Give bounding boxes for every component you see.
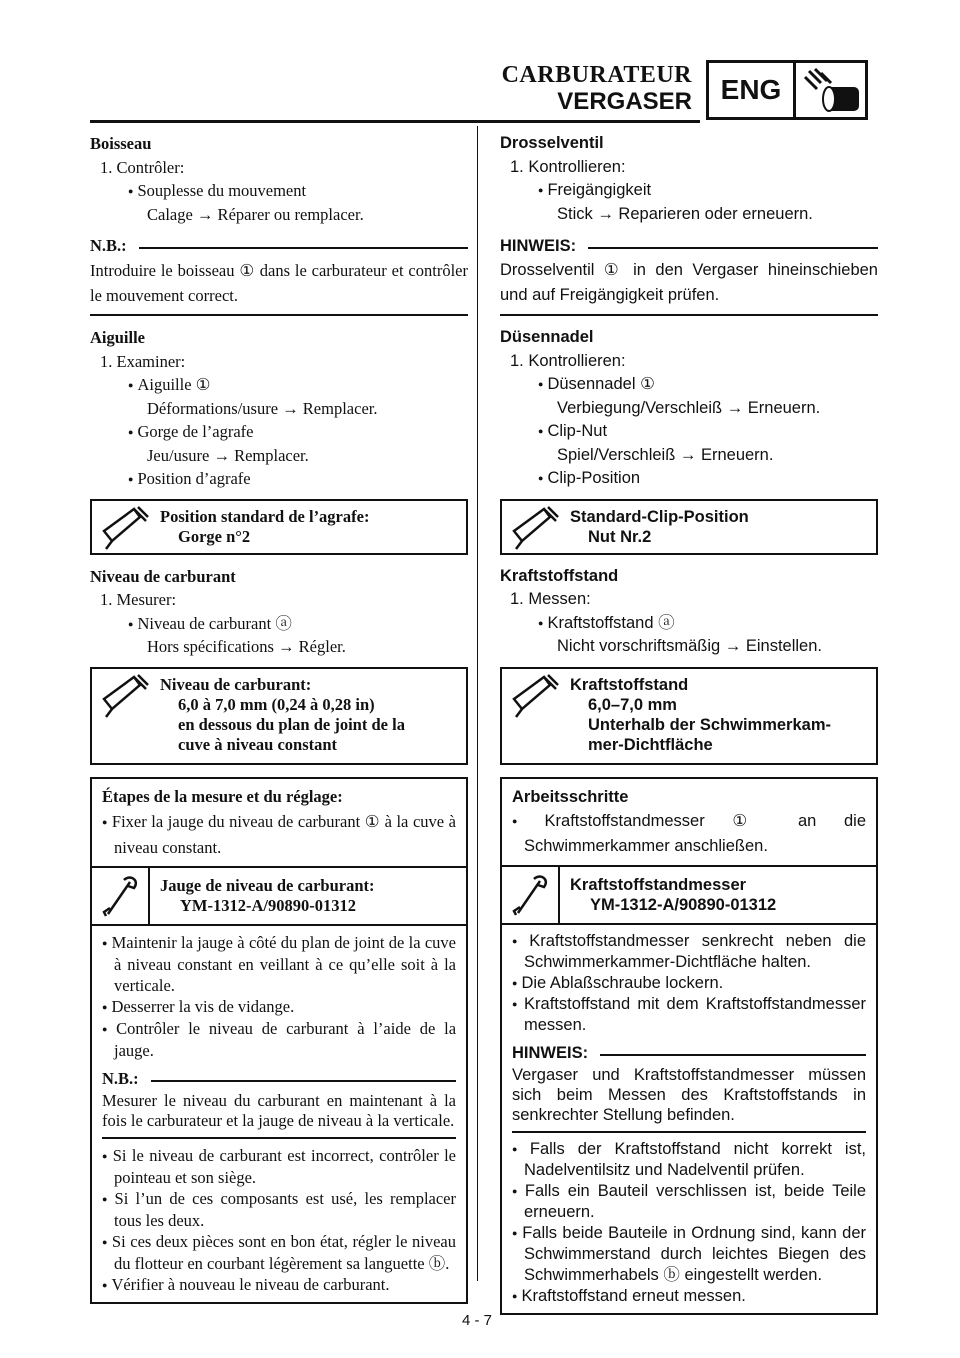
step: 1. Contrôler: [100,157,185,177]
spec-value: 6,0 à 7,0 mm (0,24 à 0,28 in) [178,694,375,714]
tool-title: Kraftstoffstandmesser [570,875,747,894]
procedure-step: ● Si l’un de ces composants est usé, les remplacer tous les deux. [102,1188,456,1231]
section-heading: Kraftstoffstand [500,566,619,585]
procedure-step: ● Desserrer la vis de vidange. [102,996,456,1018]
note-text: Mesurer le niveau du carburant en maintenant à la fois le carburateur et la jauge de niveau à la verticale. [102,1089,456,1139]
step: 1. Kontrollieren: [510,157,626,176]
spec-title: Standard-Clip-Position [570,507,749,526]
procedure-step: ● Fixer la jauge du niveau de carburant ① à la cuve à niveau constant. [102,809,456,860]
eng-badge-label: ENG [709,63,796,117]
check-item: ● Aiguille ① [90,373,468,397]
check-item: ● Clip-Nut [500,420,878,444]
procedure-step: ● Contrôler le niveau de carburant à l’aide de la jauge. [102,1018,456,1061]
procedure-heading: Étapes de la mesure et du réglage: [102,786,343,806]
check-item: ● Düsennadel ① [500,373,878,397]
note-label: HINWEIS: [500,236,577,255]
engine-icon [801,67,865,117]
tool-code: YM-1312-A/90890-01312 [180,895,356,915]
spec-value: Gorge n°2 [178,526,251,546]
header-title-de: VERGASER [557,88,692,115]
section-heading: Niveau de carburant [90,566,236,586]
check-detail: Nicht vorschriftsmäßig → Einstellen. [557,637,822,655]
header-rule [90,120,700,123]
section-heading: Aiguille [90,328,146,347]
step: 1. Mesurer: [100,590,177,609]
caliper-icon [508,673,560,721]
check-detail: Hors spécifications → Régler. [147,637,346,656]
check-detail: Déformations/usure → Remplacer. [147,398,378,418]
note-block [90,236,468,316]
spec-box-level [500,667,878,765]
note-text: Introduire le boisseau ① dans le carburateur et contrôler le mouvement correct. [90,256,468,316]
spec-value: Nut Nr.2 [588,527,652,546]
procedure-box [500,777,878,1315]
check-item: ● Kraftstoffstand ⓐ [500,612,878,636]
check-item: ● Position d’agrafe [90,467,468,491]
eng-badge [706,60,868,120]
procedure-step: ● Si le niveau de carburant est incorrect, contrôler le pointeau et son siège. [102,1145,456,1188]
column-divider [477,126,478,1281]
note-block [512,1044,866,1133]
section-heading: Düsennadel [500,328,594,346]
procedure-step: ● Kraftstoffstandmesser ① an die Schwimmerkammer anschließen. [512,809,866,859]
note-label: N.B.: [90,236,127,255]
page-number: 4 - 7 [462,1312,493,1329]
note-text: Drosselventil ① in den Vergaser hineinschieben und auf Freigängigkeit prüfen. [500,256,878,316]
spec-value: cuve à niveau constant [178,734,338,754]
note-label: HINWEIS: [512,1043,589,1062]
spec-value: mer-Dichtfläche [588,735,713,754]
check-detail: Stick → Reparieren oder erneuern. [557,204,813,223]
spec-title: Kraftstoffstand [570,675,689,694]
step: 1. Messen: [510,590,591,608]
procedure-step: ● Maintenir la jauge à côté du plan de joint de la cuve à niveau constant en veillant à ce qu’elle soit à la verticale. [102,932,456,996]
procedure-step: ● Falls der Kraftstoffstand nicht korrekt ist, Nadelventilsitz und Nadelventil prüfen. [512,1139,866,1181]
procedure-box [90,777,468,1304]
procedure-step: ● Kraftstoffstand erneut messen. [512,1286,866,1307]
spec-value: Unterhalb der Schwimmerkam- [588,715,831,734]
procedure-heading: Arbeitsschritte [512,787,629,806]
check-detail: Jeu/usure → Remplacer. [147,445,309,465]
note-text: Vergaser und Kraftstoffstandmesser müssen sich beim Messen des Kraftstoffstands in senkrechter Stellung befinden. [512,1063,866,1133]
column-french [90,132,468,1304]
check-detail: Verbiegung/Verschleiß → Erneuern. [557,398,821,417]
check-detail: Spiel/Verschleiß → Erneuern. [557,445,774,464]
spec-title: Niveau de carburant: [160,674,312,694]
procedure-step: ● Die Ablaßschraube lockern. [512,973,866,994]
tool-row [502,865,876,925]
tool-title: Jauge de niveau de carburant: [160,875,375,895]
procedure-step: ● Falls ein Bauteil verschlissen ist, beide Teile erneuern. [512,1181,866,1223]
check-detail: Calage → Réparer ou remplacer. [147,204,364,224]
caliper-icon [98,673,150,721]
special-tool-icon [510,873,550,917]
spec-box-level [90,667,468,765]
spec-box-clip [500,499,878,555]
section-heading: Drosselventil [500,134,604,152]
check-item: ● Souplesse du mouvement [90,179,468,203]
caliper-icon [98,505,150,553]
step: 1. Kontrollieren: [510,351,626,370]
section-heading: Boisseau [90,134,152,153]
spec-title: Position standard de l’agrafe: [160,506,370,526]
procedure-step: ● Kraftstoffstandmesser senkrecht neben die Schwimmerkammer-Dichtfläche halten. [512,931,866,973]
check-item: ● Gorge de l’agrafe [90,420,468,444]
header-title-fr: CARBURATEUR [501,62,692,88]
tool-code: YM-1312-A/90890-01312 [590,895,777,914]
column-german [500,132,878,1315]
special-tool-icon [100,874,140,918]
check-item: ● Clip-Position [500,467,878,491]
step: 1. Examiner: [100,351,186,371]
check-item: ● Niveau de carburant ⓐ [90,612,468,636]
note-label: N.B.: [102,1068,139,1088]
procedure-step: ● Falls beide Bauteile in Ordnung sind, kann der Schwimmerstand durch leichtes Biegen des Schwimmerhabels ⓑ eingestellt werden. [512,1223,866,1286]
note-block [102,1069,456,1139]
caliper-icon [508,505,560,553]
spec-value: 6,0–7,0 mm [588,695,677,714]
procedure-step: ● Si ces deux pièces sont en bon état, régler le niveau du flotteur en courbant légèrement sa languette ⓑ. [102,1231,456,1274]
tool-row [92,866,466,926]
procedure-step: ● Kraftstoffstand mit dem Kraftstoffstandmesser messen. [512,994,866,1036]
spec-value: en dessous du plan de joint de la [178,714,405,734]
procedure-step: ● Vérifier à nouveau le niveau de carburant. [102,1274,456,1296]
check-item: ● Freigängigkeit [500,179,878,203]
spec-box-clip [90,499,468,555]
note-block [500,236,878,316]
